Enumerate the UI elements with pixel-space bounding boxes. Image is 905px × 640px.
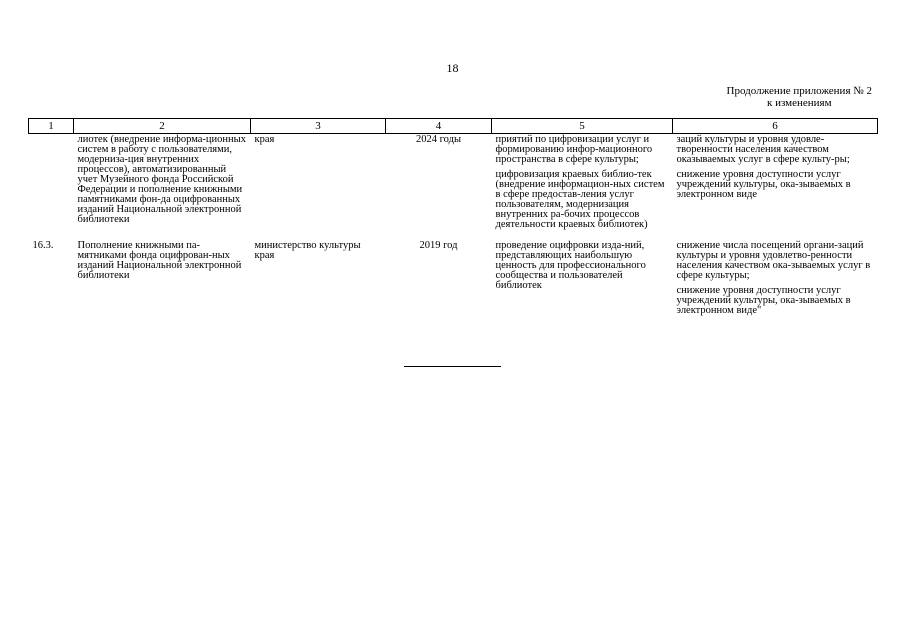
effect-cell bbox=[673, 230, 878, 316]
continuation-line-1: Продолжение приложения № 2 bbox=[726, 85, 872, 97]
page-number: 18 bbox=[446, 61, 459, 75]
effect-text: снижение уровня доступности услуг учреждений культуры, ока-зываемых в электронном виде bbox=[676, 169, 851, 200]
effect-text: снижение числа посещений органи-заций культуры и уровня удовлетво-ренности населения качеством ока-зываемых услуг в сфере культуры; bbox=[676, 240, 871, 281]
header-col-3: 3 bbox=[251, 119, 386, 134]
executor: края bbox=[254, 134, 275, 145]
result-text: приятий по цифровизации услуг и формированию инфор-мационного пространства в сфере культуры; bbox=[495, 134, 653, 165]
header-col-5: 5 bbox=[492, 119, 673, 134]
header-col-6: 6 bbox=[673, 119, 878, 134]
measures-table bbox=[28, 118, 878, 316]
header-col-1: 1 bbox=[29, 119, 74, 134]
row-number bbox=[29, 134, 74, 231]
row-number: 16.3. bbox=[32, 240, 54, 251]
effect-cell bbox=[673, 134, 878, 231]
table-row bbox=[29, 134, 878, 231]
result-text: цифровизация краевых библио-тек (внедрение информацион-ных систем в сфере предостав-ления услуг пользователям, модернизация внутренних ра-бочих процессов деятельности краевых библиотек) bbox=[495, 169, 665, 230]
effect-text: заций культуры и уровня удовле-творенности населения качеством оказываемых услуг в сфере культу-ры; bbox=[676, 134, 850, 165]
period: 2019 год bbox=[419, 240, 458, 251]
result-cell bbox=[492, 230, 673, 316]
continuation-note bbox=[727, 85, 872, 109]
result-cell bbox=[492, 134, 673, 231]
table-row bbox=[29, 230, 878, 316]
effect-text: снижение уровня доступности услуг учреждений культуры, ока-зываемых в электронном виде" bbox=[676, 285, 851, 316]
end-separator-line bbox=[404, 366, 501, 367]
period: 2024 годы bbox=[415, 134, 461, 145]
header-col-4: 4 bbox=[386, 119, 492, 134]
result-text: проведение оцифровки изда-ний, представляющих наибольшую ценность для профессионального сообщества и пользователей библиотек bbox=[495, 240, 646, 291]
continuation-line-2: к изменениям bbox=[766, 97, 832, 109]
measure-name: лиотек (внедрение информа-ционных систем в работу с пользователями, модерниза-ция внутренних процессов), автоматизированный учет Музейного фонда Российской Федерации и пополнение книжными памятниками фон-да оцифрованных изданий Национальной электронной библиотеки bbox=[77, 134, 246, 225]
measure-name: Пополнение книжными па-мятниками фонда оцифрован-ных изданий Национальной электронной библиотеки bbox=[77, 240, 242, 281]
table-header-row bbox=[29, 119, 878, 134]
executor: министерство культуры края bbox=[254, 240, 361, 261]
header-col-2: 2 bbox=[74, 119, 251, 134]
